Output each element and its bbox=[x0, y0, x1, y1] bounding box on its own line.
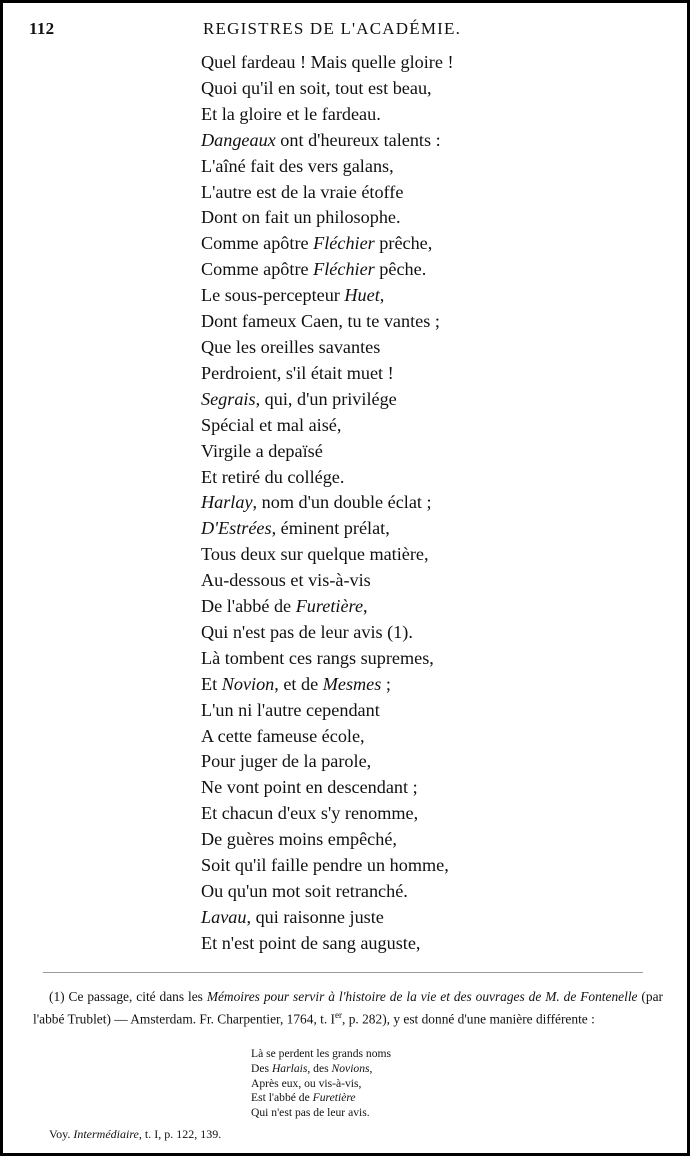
reference-title: Intermédiaire bbox=[73, 1127, 139, 1141]
verse-line bbox=[201, 646, 621, 672]
poem bbox=[201, 50, 621, 957]
variant-verses bbox=[251, 1047, 391, 1121]
verse-line bbox=[201, 749, 621, 775]
variant-line: Qui n'est pas de leur avis. bbox=[251, 1106, 370, 1120]
variant-text: , des bbox=[307, 1061, 332, 1075]
footnote-text: (par l'abbé Trublet) — Amsterdam. Fr. Charpentier, 1764, t. I bbox=[33, 989, 663, 1027]
verse-line bbox=[201, 231, 621, 257]
variant-name: Novions bbox=[331, 1061, 370, 1075]
verse-line bbox=[201, 309, 621, 335]
footnote-text: (1) Ce passage, cité dans les bbox=[49, 989, 207, 1004]
verse-text: L'autre est de la vraie étoffe bbox=[201, 181, 404, 202]
variant-line bbox=[251, 1091, 391, 1106]
verse-text: De guères moins empêché, bbox=[201, 829, 397, 850]
verse-text: De l'abbé de bbox=[201, 596, 296, 617]
verse-text: Quel fardeau ! Mais quelle gloire ! bbox=[201, 52, 454, 72]
reference-note bbox=[49, 1127, 221, 1142]
verse-text: A cette fameuse école, bbox=[201, 725, 365, 746]
verse-text: Quoi qu'il en soit, tout est beau, bbox=[201, 77, 432, 98]
verse-proper-name: Lavau bbox=[201, 906, 247, 927]
verse-line bbox=[201, 801, 621, 827]
verse-line bbox=[201, 439, 621, 465]
verse-text: Et bbox=[201, 673, 222, 694]
verse-line bbox=[201, 775, 621, 801]
variant-name: Harlais bbox=[271, 1061, 308, 1075]
verse-line bbox=[201, 931, 621, 957]
variant-text: Des bbox=[251, 1061, 272, 1075]
verse-line bbox=[201, 698, 621, 724]
verse-proper-name: Mesmes bbox=[322, 673, 382, 694]
verse-text: Dont on fait un philosophe. bbox=[201, 207, 401, 228]
verse-proper-name: Dangeaux bbox=[201, 129, 276, 150]
footnote-work-title: Mémoires pour servir à l'histoire de la vie et des ouvrages de M. de Fontenelle bbox=[206, 989, 638, 1004]
verse-line bbox=[201, 102, 621, 128]
footnote bbox=[33, 988, 663, 1028]
page-header bbox=[21, 17, 669, 39]
variant-line bbox=[251, 1062, 391, 1077]
verse-text: Spécial et mal aisé, bbox=[201, 414, 342, 435]
page-number: 112 bbox=[29, 19, 55, 38]
verse-text: Comme apôtre bbox=[201, 259, 314, 280]
verse-text: , bbox=[379, 285, 385, 306]
verse-line bbox=[201, 257, 621, 283]
verse-line bbox=[201, 128, 621, 154]
verse-line bbox=[201, 387, 621, 413]
verse-text: Tous deux sur quelque matière, bbox=[201, 544, 429, 565]
verse-line bbox=[201, 620, 621, 646]
verse-proper-name: Fléchier bbox=[313, 233, 375, 254]
verse-line bbox=[201, 594, 621, 620]
verse-line bbox=[201, 568, 621, 594]
verse-text: , éminent prélat, bbox=[271, 518, 390, 539]
verse-line bbox=[201, 180, 621, 206]
verse-text: ; bbox=[381, 673, 391, 694]
verse-proper-name: Huet bbox=[344, 285, 380, 306]
verse-text: Virgile a depaïsé bbox=[201, 440, 323, 461]
verse-text: Et chacun d'eux s'y renomme, bbox=[201, 803, 419, 824]
verse-text: , bbox=[363, 596, 368, 617]
verse-line bbox=[201, 413, 621, 439]
verse-text: Pour juger de la parole, bbox=[201, 751, 372, 772]
verse-line bbox=[201, 516, 621, 542]
verse-text: Et retiré du collége. bbox=[201, 466, 345, 487]
verse-text: prêche, bbox=[374, 233, 433, 254]
verse-line bbox=[201, 853, 621, 879]
verse-line bbox=[201, 905, 621, 931]
verse-line bbox=[201, 465, 621, 491]
verse-line bbox=[201, 827, 621, 853]
variant-text: Est l'abbé de bbox=[251, 1091, 313, 1105]
verse-text: L'aîné fait des vers galans, bbox=[201, 155, 394, 176]
verse-line bbox=[201, 879, 621, 905]
verse-text: Le sous-percepteur bbox=[201, 285, 345, 306]
verse-text: Perdroient, s'il était muet ! bbox=[201, 362, 394, 383]
verse-text: ont d'heureux talents : bbox=[275, 129, 441, 150]
variant-text: , bbox=[369, 1061, 373, 1075]
running-title: REGISTRES DE L'ACADÉMIE. bbox=[203, 19, 462, 38]
verse-text: Comme apôtre bbox=[201, 233, 314, 254]
verse-text: Là tombent ces rangs supremes, bbox=[201, 647, 434, 668]
verse-line bbox=[201, 724, 621, 750]
variant-line: Là se perdent les grands noms bbox=[251, 1047, 392, 1060]
verse-text: Qui n'est pas de leur avis (1). bbox=[201, 621, 413, 642]
verse-text: , nom d'un double éclat ; bbox=[252, 492, 432, 513]
verse-text: Dont fameux Caen, tu te vantes ; bbox=[201, 311, 440, 332]
verse-proper-name: Segrais bbox=[201, 388, 256, 409]
verse-text: , qui, d'un privilége bbox=[255, 388, 397, 409]
reference-text: Voy. bbox=[49, 1127, 74, 1141]
footnote-paragraph bbox=[33, 988, 663, 1028]
verse-text: Et n'est point de sang auguste, bbox=[201, 932, 421, 953]
footnote-superscript: er bbox=[335, 1010, 343, 1020]
verse-text: , qui raisonne juste bbox=[246, 906, 384, 927]
verse-text: Et la gloire et le fardeau. bbox=[201, 103, 381, 124]
verse-line bbox=[201, 283, 621, 309]
verse-line bbox=[201, 76, 621, 102]
verse-proper-name: Harlay bbox=[201, 492, 253, 513]
verse-line bbox=[201, 672, 621, 698]
verse-line bbox=[201, 205, 621, 231]
verse-text: Soit qu'il faille pendre un homme, bbox=[201, 855, 449, 876]
verse-line bbox=[201, 490, 621, 516]
verse-proper-name: Fléchier bbox=[313, 259, 375, 280]
verse-line bbox=[201, 361, 621, 387]
verse-text: Ou qu'un mot soit retranché. bbox=[201, 881, 408, 901]
footnote-text: , p. 282), y est donné d'une manière différente : bbox=[342, 1011, 595, 1027]
verse-text: , et de bbox=[274, 673, 323, 694]
verse-proper-name: Furetière bbox=[295, 596, 364, 617]
footnote-rule bbox=[43, 972, 643, 973]
verse-line bbox=[201, 335, 621, 361]
verse-proper-name: D'Estrées bbox=[201, 518, 272, 539]
reference-text: , t. I, p. 122, 139. bbox=[138, 1127, 222, 1141]
verse-text: L'un ni l'autre cependant bbox=[201, 699, 380, 720]
verse-line bbox=[201, 154, 621, 180]
verse-text: Que les oreilles savantes bbox=[201, 336, 381, 357]
verse-line bbox=[201, 542, 621, 568]
verse-proper-name: Novion bbox=[221, 673, 275, 694]
verse-line bbox=[201, 50, 621, 76]
variant-name: Furetière bbox=[312, 1091, 356, 1105]
verse-text: pêche. bbox=[374, 259, 427, 280]
verse-text: Ne vont point en descendant ; bbox=[201, 777, 418, 798]
verse-text: Au-dessous et vis-à-vis bbox=[201, 570, 371, 591]
variant-line: Après eux, ou vis-à-vis, bbox=[251, 1076, 362, 1090]
